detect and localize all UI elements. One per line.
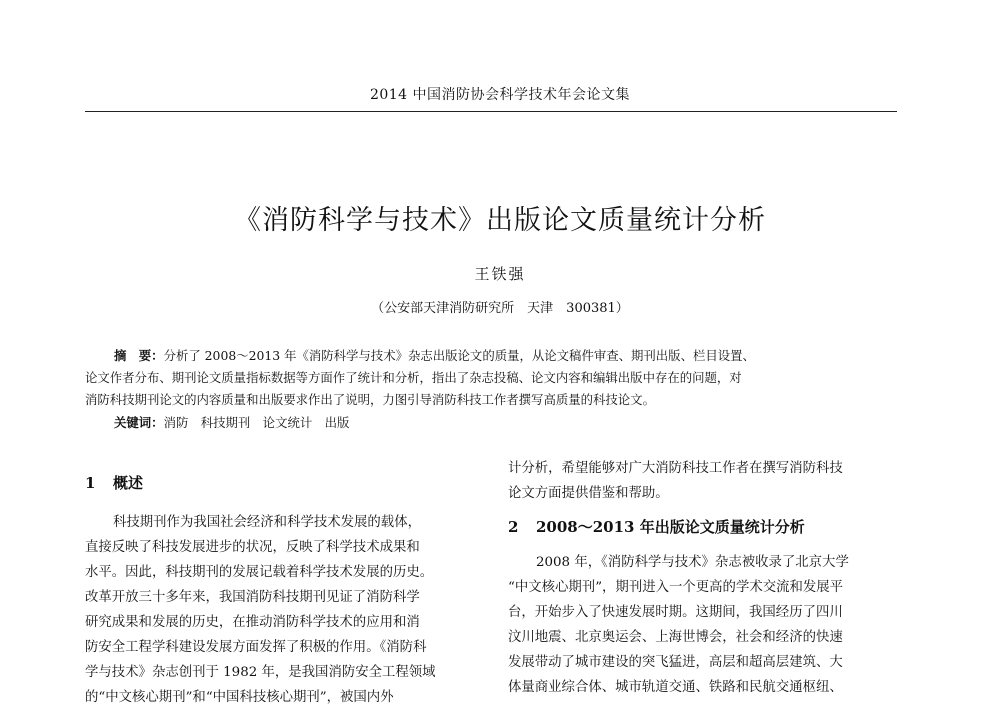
section-2-line: 发展带动了城市建设的突飞猛进，高层和超高层建筑、大 <box>508 655 843 670</box>
section-1-line: 改革开放三十多年来，我国消防科技期刊见证了消防科学 <box>85 590 420 605</box>
section-2-title: 2008～2013 年出版论文质量统计分析 <box>536 518 805 536</box>
section-1-number: 1 <box>85 474 96 492</box>
section-2-line: 台，开始步入了快速发展时期。这期间，我国经历了四川 <box>508 605 843 620</box>
abstract-line-3: 消防科技期刊论文的内容质量和出版要求作出了说明，力图引导消防科技工作者撰写高质量的科技论文。 <box>85 392 655 407</box>
section-2-heading <box>508 515 900 540</box>
section-1-line: 直接反映了科技发展进步的状况，反映了科学技术成果和 <box>85 540 420 555</box>
section-2-line: 2008 年，《消防科学与技术》杂志被收录了北京大学 <box>536 555 849 570</box>
abstract-label: 摘 要： <box>114 348 164 363</box>
continuation-line: 论文方面提供借鉴和帮助。 <box>508 486 669 501</box>
section-2-line: 体量商业综合体、城市轨道交通、铁路和民航交通枢纽、 <box>508 680 843 695</box>
keywords-text: 消防 科技期刊 论文统计 出版 <box>163 415 350 430</box>
paper-title: 《消防科学与技术》出版论文质量统计分析 <box>234 205 766 236</box>
continuation-line: 计分析，希望能够对广大消防科技工作者在撰写消防科技 <box>508 461 843 476</box>
abstract <box>85 345 900 411</box>
section-1-line: 防安全工程学科建设发展方面发挥了积极的作用。《消防科 <box>85 640 427 655</box>
running-head: 2014 中国消防协会科学技术年会论文集 <box>369 87 631 103</box>
section-2-number: 2 <box>508 518 519 536</box>
author-affiliation: （公安部天津消防研究所 天津 300381） <box>371 301 629 316</box>
section-1-line: 研究成果和发展的历史，在推动消防科学技术的应用和消 <box>85 615 420 630</box>
header-rule <box>85 111 897 112</box>
section-1-heading <box>85 471 480 496</box>
abstract-text-1: 分析了 2008～2013 年《消防科学与技术》杂志出版论文的质量，从论文稿件审查、期刊出版、栏目设置、 <box>163 348 755 363</box>
right-column <box>508 456 900 700</box>
left-column <box>85 471 480 710</box>
abstract-line-2: 论文作者分布、期刊论文质量指标数据等方面作了统计和分析，指出了杂志投稿、论文内容和编辑出版中存在的问题，对 <box>85 370 742 385</box>
section-2-line: 汶川地震、北京奥运会、上海世博会，社会和经济的快速 <box>508 630 843 645</box>
section-2-line: “中文核心期刊”，期刊进入一个更高的学术交流和发展平 <box>508 580 844 595</box>
abstract-line-1 <box>85 345 900 367</box>
section-1-line: 的“中文核心期刊”和“中国科技核心期刊”，被国内外 <box>85 690 394 705</box>
author-name: 王铁强 <box>474 265 526 283</box>
section-1-title: 概述 <box>113 474 144 492</box>
section-1-line: 水平。因此，科技期刊的发展记载着科学技术发展的历史。 <box>85 565 434 580</box>
keywords <box>114 413 349 431</box>
keywords-label: 关键词： <box>114 415 164 430</box>
section-1-line: 学与技术》杂志创刊于 1982 年，是我国消防安全工程领域 <box>85 665 436 680</box>
section-1-line: 科技期刊作为我国社会经济和科学技术发展的载体， <box>113 515 421 530</box>
